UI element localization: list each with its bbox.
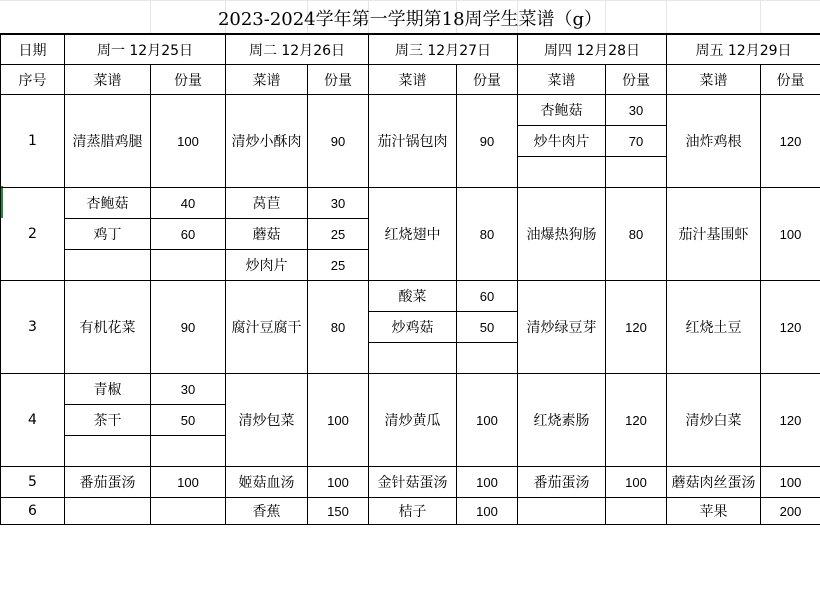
menu-row bbox=[1, 95, 820, 126]
dish-cell[interactable]: 蘑菇肉丝蛋汤 bbox=[667, 467, 761, 498]
qty-label-cell[interactable]: 份量 bbox=[151, 65, 226, 95]
qty-cell[interactable]: 100 bbox=[606, 467, 667, 498]
day-header-wed[interactable]: 周三 12月27日 bbox=[369, 35, 518, 65]
fruit-qty-cell[interactable]: 150 bbox=[308, 498, 369, 525]
dish-cell[interactable]: 姬菇血汤 bbox=[226, 467, 308, 498]
qty-cell[interactable]: 120 bbox=[606, 374, 667, 467]
qty-label-cell[interactable]: 份量 bbox=[761, 65, 820, 95]
dish-cell[interactable]: 鸡丁 bbox=[65, 219, 151, 250]
fruit-dish-cell[interactable] bbox=[518, 498, 606, 525]
date-label-cell[interactable]: 日期 bbox=[1, 35, 65, 65]
qty-cell[interactable]: 100 bbox=[308, 374, 369, 467]
header-row-dates bbox=[1, 35, 820, 65]
qty-cell[interactable] bbox=[151, 436, 226, 467]
qty-cell[interactable]: 120 bbox=[761, 95, 820, 188]
fruit-dish-cell[interactable]: 桔子 bbox=[369, 498, 457, 525]
index-label-cell[interactable]: 序号 bbox=[1, 65, 65, 95]
qty-cell[interactable]: 25 bbox=[308, 250, 369, 281]
qty-cell[interactable]: 30 bbox=[606, 95, 667, 126]
qty-cell[interactable]: 80 bbox=[606, 188, 667, 281]
qty-cell[interactable]: 50 bbox=[151, 405, 226, 436]
dish-cell[interactable] bbox=[518, 157, 606, 188]
dish-cell[interactable]: 炒牛肉片 bbox=[518, 126, 606, 157]
menu-row bbox=[1, 281, 820, 312]
qty-cell[interactable]: 100 bbox=[151, 95, 226, 188]
day-header-thu[interactable]: 周四 12月28日 bbox=[518, 35, 667, 65]
dish-cell[interactable]: 蘑菇 bbox=[226, 219, 308, 250]
dish-cell[interactable]: 清炒白菜 bbox=[667, 374, 761, 467]
dish-label-cell[interactable]: 菜谱 bbox=[369, 65, 457, 95]
dish-label-cell[interactable]: 菜谱 bbox=[65, 65, 151, 95]
dish-cell[interactable]: 清炒绿豆芽 bbox=[518, 281, 606, 374]
dish-cell[interactable]: 清蒸腊鸡腿 bbox=[65, 95, 151, 188]
dish-cell[interactable]: 清炒小酥肉 bbox=[226, 95, 308, 188]
qty-label-cell[interactable]: 份量 bbox=[457, 65, 518, 95]
dish-cell[interactable]: 酸菜 bbox=[369, 281, 457, 312]
day-header-mon[interactable]: 周一 12月25日 bbox=[65, 35, 226, 65]
day-header-fri[interactable]: 周五 12月29日 bbox=[667, 35, 820, 65]
qty-cell[interactable]: 80 bbox=[457, 188, 518, 281]
qty-cell[interactable]: 90 bbox=[308, 95, 369, 188]
qty-cell[interactable]: 100 bbox=[457, 374, 518, 467]
dish-label-cell[interactable]: 菜谱 bbox=[667, 65, 761, 95]
dish-cell[interactable]: 杏鲍菇 bbox=[65, 188, 151, 219]
dish-cell[interactable]: 腐汁豆腐干 bbox=[226, 281, 308, 374]
qty-cell[interactable]: 100 bbox=[151, 467, 226, 498]
fruit-dish-cell[interactable] bbox=[65, 498, 151, 525]
dish-cell[interactable] bbox=[65, 436, 151, 467]
qty-cell[interactable]: 30 bbox=[308, 188, 369, 219]
menu-row bbox=[1, 188, 820, 219]
menu-table-body bbox=[1, 35, 820, 525]
qty-cell[interactable]: 70 bbox=[606, 126, 667, 157]
qty-cell[interactable] bbox=[606, 157, 667, 188]
dish-cell[interactable]: 清炒包菜 bbox=[226, 374, 308, 467]
fruit-dish-cell[interactable]: 香蕉 bbox=[226, 498, 308, 525]
dish-cell[interactable]: 有机花菜 bbox=[65, 281, 151, 374]
dish-cell[interactable]: 油炸鸡根 bbox=[667, 95, 761, 188]
dish-cell[interactable]: 番茄蛋汤 bbox=[518, 467, 606, 498]
dish-cell[interactable]: 炒肉片 bbox=[226, 250, 308, 281]
qty-cell[interactable]: 100 bbox=[761, 467, 820, 498]
qty-cell[interactable]: 25 bbox=[308, 219, 369, 250]
header-row-columns bbox=[1, 65, 820, 95]
row-index-cell[interactable]: 1 bbox=[1, 95, 65, 188]
dish-label-cell[interactable]: 菜谱 bbox=[226, 65, 308, 95]
qty-cell[interactable]: 100 bbox=[761, 188, 820, 281]
row-index-cell[interactable]: 6 bbox=[1, 498, 65, 525]
fruit-row bbox=[1, 498, 820, 525]
row-index-cell[interactable]: 5 bbox=[1, 467, 65, 498]
qty-cell[interactable]: 50 bbox=[457, 312, 518, 343]
fruit-dish-cell[interactable]: 苹果 bbox=[667, 498, 761, 525]
qty-label-cell[interactable]: 份量 bbox=[308, 65, 369, 95]
qty-label-cell[interactable]: 份量 bbox=[606, 65, 667, 95]
dish-label-cell[interactable]: 菜谱 bbox=[518, 65, 606, 95]
dish-cell[interactable]: 杏鲍菇 bbox=[518, 95, 606, 126]
dish-cell[interactable]: 炒鸡菇 bbox=[369, 312, 457, 343]
dish-cell[interactable]: 茄汁锅包肉 bbox=[369, 95, 457, 188]
qty-cell[interactable]: 80 bbox=[308, 281, 369, 374]
qty-cell[interactable]: 60 bbox=[151, 219, 226, 250]
menu-title[interactable]: 2023-2024学年第一学期第18周学生菜谱（g） bbox=[217, 9, 603, 30]
dish-cell[interactable] bbox=[369, 343, 457, 374]
qty-cell[interactable] bbox=[457, 343, 518, 374]
fruit-qty-cell[interactable] bbox=[606, 498, 667, 525]
qty-cell[interactable]: 30 bbox=[151, 374, 226, 405]
qty-cell[interactable]: 120 bbox=[761, 281, 820, 374]
row-index-cell[interactable]: 4 bbox=[1, 374, 65, 467]
dish-cell[interactable]: 红烧素肠 bbox=[518, 374, 606, 467]
dish-cell[interactable]: 莴苣 bbox=[226, 188, 308, 219]
dish-cell[interactable]: 清炒黄瓜 bbox=[369, 374, 457, 467]
qty-cell[interactable]: 120 bbox=[606, 281, 667, 374]
qty-cell[interactable]: 40 bbox=[151, 188, 226, 219]
dish-cell[interactable]: 红烧翅中 bbox=[369, 188, 457, 281]
dish-cell[interactable]: 油爆热狗肠 bbox=[518, 188, 606, 281]
row-index-cell[interactable]: 3 bbox=[1, 281, 65, 374]
dish-cell[interactable]: 金针菇蛋汤 bbox=[369, 467, 457, 498]
dish-cell[interactable]: 红烧土豆 bbox=[667, 281, 761, 374]
menu-row bbox=[1, 374, 820, 405]
qty-cell[interactable]: 60 bbox=[457, 281, 518, 312]
menu-table bbox=[0, 34, 820, 525]
fruit-qty-cell[interactable]: 100 bbox=[457, 498, 518, 525]
qty-cell[interactable]: 90 bbox=[457, 95, 518, 188]
qty-cell[interactable]: 100 bbox=[308, 467, 369, 498]
fruit-qty-cell[interactable] bbox=[151, 498, 226, 525]
dish-cell[interactable]: 茄汁基围虾 bbox=[667, 188, 761, 281]
dish-cell[interactable]: 番茄蛋汤 bbox=[65, 467, 151, 498]
qty-cell[interactable]: 100 bbox=[457, 467, 518, 498]
fruit-qty-cell[interactable]: 200 bbox=[761, 498, 820, 525]
dish-cell[interactable]: 青椒 bbox=[65, 374, 151, 405]
row-index-cell[interactable]: 2 bbox=[1, 188, 65, 281]
dish-cell[interactable]: 茶干 bbox=[65, 405, 151, 436]
qty-cell[interactable]: 120 bbox=[761, 374, 820, 467]
dish-cell[interactable] bbox=[65, 250, 151, 281]
day-header-tue[interactable]: 周二 12月26日 bbox=[226, 35, 369, 65]
qty-cell[interactable]: 90 bbox=[151, 281, 226, 374]
qty-cell[interactable] bbox=[151, 250, 226, 281]
